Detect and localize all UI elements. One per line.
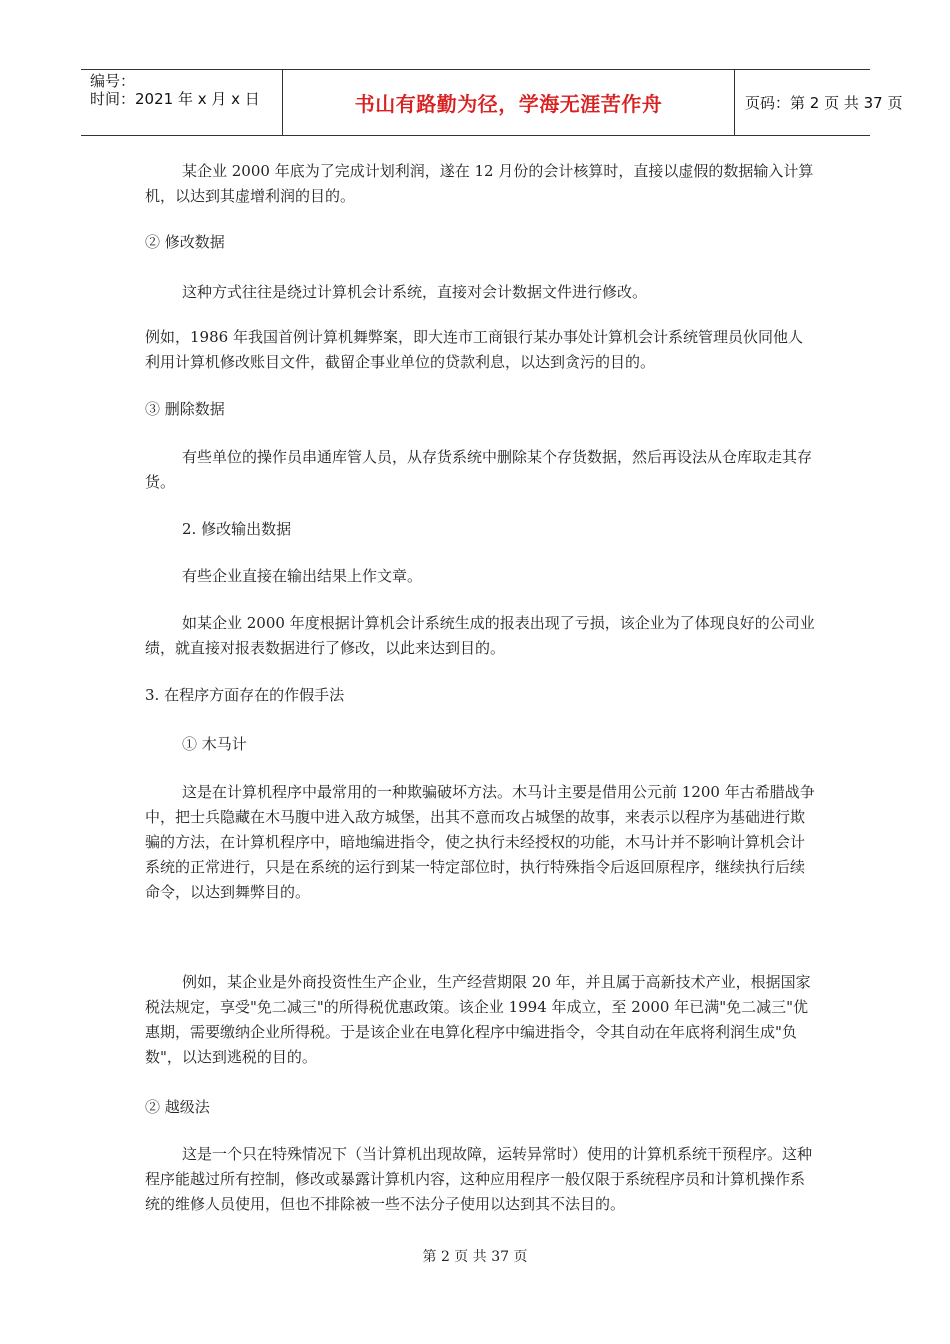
- paragraph-9: 如某企业 2000 年度根据计算机会计系统生成的报表出现了亏损，该企业为了体现良好的公司业绩，就直接对报表数据进行了修改，以此来达到目的。: [145, 614, 815, 657]
- heading-modify-output: 2. 修改输出数据: [182, 520, 292, 538]
- heading-delete-data: ③ 删除数据: [145, 400, 225, 418]
- heading-program-fraud: 3. 在程序方面存在的作假手法: [145, 686, 345, 704]
- header-number-label: 编号：: [90, 72, 136, 90]
- header-time-label: 时间：2021 年 x 月 x 日: [90, 90, 260, 108]
- header-motto: 书山有路勤为径，学海无涯苦作舟: [354, 92, 663, 116]
- header-page-cell: [735, 70, 903, 135]
- paragraph-3: 这种方式往往是绕过计算机会计系统，直接对会计数据文件进行修改。: [182, 283, 648, 301]
- heading-bypass: ② 越级法: [145, 1098, 210, 1116]
- heading-trojan-horse: ① 木马计: [182, 735, 247, 753]
- header-motto-cell: [283, 70, 735, 135]
- page-footer: 第 2 页 共 37 页: [422, 1249, 528, 1265]
- paragraph-1: 某企业 2000 年底为了完成计划利润，遂在 12 月份的会计核算时，直接以虚假的数据输入计算机，以达到其虚增利润的目的。: [145, 162, 814, 205]
- paragraph-4: 例如，1986 年我国首例计算机舞弊案，即大连市工商银行某办事处计算机会计系统管理员伙同他人利用计算机修改账目文件，截留企事业单位的贷款利息，以达到贪污的目的。: [145, 328, 803, 371]
- paragraph-8: 有些企业直接在输出结果上作文章。: [182, 567, 423, 585]
- paragraph-15: 这是一个只在特殊情况下（当计算机出现故障，运转异常时）使用的计算机系统干预程序。这种程序能越过所有控制，修改或暴露计算机内容，这种应用程序一般仅限于系统程序员和计算机操作系统的维修人员使用，但也不排除被一些不法分子使用以达到其不法目的。: [145, 1145, 813, 1213]
- header-meta: [81, 70, 283, 135]
- paragraph-13: 例如，某企业是外商投资性生产企业，生产经营期限 20 年，并且属于高新技术产业，根据国家税法规定，享受"免二减三"的所得税优惠政策。该企业 1994 年成立，至 2000 年已满"免二减三"优惠期，需要缴纳企业所得税。于是该企业在电算化程序中编进指令，令其自动在年底将利润生成"负数"，以达到逃税的目的。: [145, 973, 811, 1066]
- paragraph-12: 这是在计算机程序中最常用的一种欺骗破坏方法。木马计主要是借用公元前 1200 年古希腊战争中，把士兵隐藏在木马腹中进入敌方城堡，出其不意而攻占城堡的故事，来表示以程序为基础进行欺骗的方法，在计算机程序中，暗地编进指令，使之执行未经授权的功能，木马计并不影响计算机会计系统的正常进行，只是在系统的运行到某一特定部位时，执行特殊指令后返回原程序，继续执行后续命令，以达到舞弊目的。: [145, 783, 815, 901]
- header-page-label: 页码：第 2 页 共 37 页: [745, 94, 903, 112]
- document-header: [81, 69, 903, 136]
- paragraph-6: 有些单位的操作员串通库管人员，从存货系统中删除某个存货数据，然后再设法从仓库取走其存货。: [145, 448, 813, 491]
- heading-modify-data: ② 修改数据: [145, 233, 225, 251]
